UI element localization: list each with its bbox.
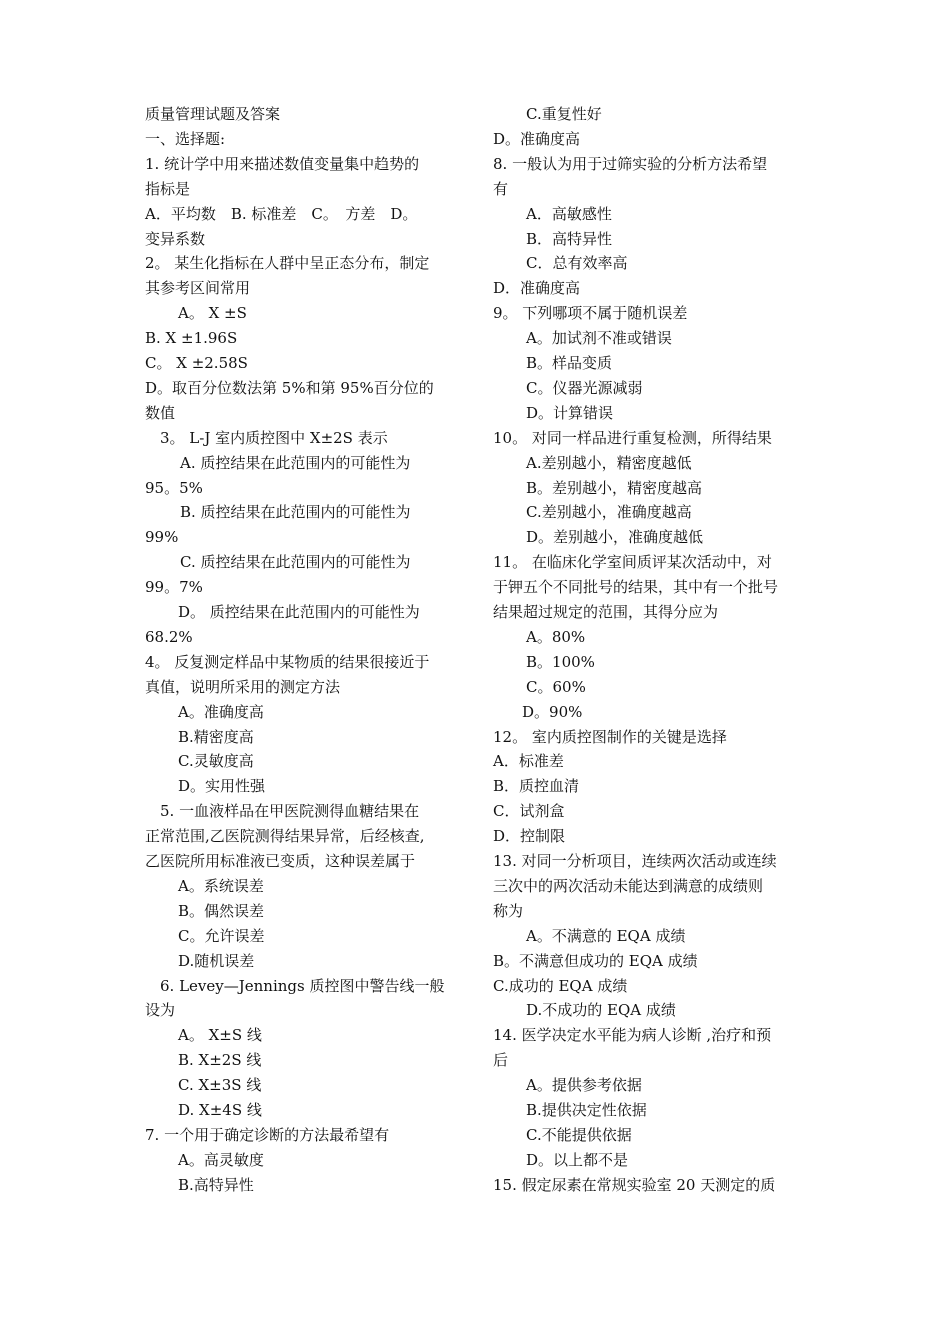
left-column-line: D. X±4S 线 bbox=[178, 1101, 262, 1119]
left-column-line: C。 X ±2.58S bbox=[145, 354, 248, 372]
right-column-line: 13. 对同一分析项目，连续两次活动或连续 bbox=[493, 852, 777, 870]
left-column-line: B.高特异性 bbox=[178, 1175, 254, 1194]
right-column-line: C．试剂盒 bbox=[493, 802, 565, 821]
left-column-line: D.随机误差 bbox=[178, 951, 255, 970]
right-column-line: B．高特异性 bbox=[526, 229, 613, 248]
left-column-line: 4。 反复测定样品中某物质的结果很接近于 bbox=[145, 652, 430, 671]
right-column-line: D．控制限 bbox=[493, 827, 566, 846]
left-column-line: 5. 一血液样品在甲医院测得血糖结果在 bbox=[160, 802, 420, 821]
right-column-line: C。仪器光源减弱 bbox=[526, 378, 643, 397]
right-column-line: B。差别越小，精密度越高 bbox=[526, 478, 703, 497]
left-column-line: B。偶然误差 bbox=[178, 901, 265, 920]
right-column-line: 有 bbox=[493, 179, 509, 198]
right-column-line: A。提供参考依据 bbox=[526, 1076, 642, 1095]
left-column-line: 设为 bbox=[145, 1001, 176, 1020]
left-column-line: 其参考区间常用 bbox=[145, 279, 251, 298]
left-column-line: 1. 统计学中用来描述数值变量集中趋势的 bbox=[145, 154, 420, 173]
right-column-line: D。以上都不是 bbox=[526, 1150, 629, 1169]
left-column-line: 99% bbox=[145, 528, 179, 547]
right-column-line: D。90% bbox=[522, 702, 583, 721]
left-column-line: B. X ±1.96S bbox=[145, 329, 238, 348]
left-column-line: A。 X±S 线 bbox=[178, 1026, 262, 1045]
left-column-line: D。 质控结果在此范围内的可能性为 bbox=[178, 603, 420, 621]
right-column-line: 三次中的两次活动未能达到满意的成绩则 bbox=[493, 876, 764, 895]
left-column-line: 质量管理试题及答案 bbox=[145, 105, 281, 123]
left-column-line: A. 质控结果在此范围内的可能性为 bbox=[180, 453, 411, 472]
left-column-line: 正常范围,乙医院测得结果异常，后经核查, bbox=[145, 827, 425, 846]
left-column-line: A。准确度高 bbox=[178, 702, 264, 721]
left-column-line: 2。 某生化指标在人群中呈正态分布，制定 bbox=[145, 254, 430, 273]
right-column-line: A。不满意的 EQA 成绩 bbox=[526, 926, 686, 945]
left-column-line: C.灵敏度高 bbox=[178, 752, 254, 771]
right-column-line: B。样品变质 bbox=[526, 354, 613, 372]
right-column-line: C。60% bbox=[526, 677, 586, 696]
left-column-line: 变异系数 bbox=[145, 229, 206, 248]
left-column-line: 99。7% bbox=[145, 578, 203, 597]
left-column-line: 95。5% bbox=[145, 478, 203, 497]
right-column-line: C.重复性好 bbox=[526, 105, 602, 123]
right-column-line: 14. 医学决定水平能为病人诊断 ,治疗和预 bbox=[493, 1026, 772, 1045]
left-column-line: B. 质控结果在此范围内的可能性为 bbox=[180, 503, 411, 522]
right-column-line: D.不成功的 EQA 成绩 bbox=[526, 1001, 676, 1020]
right-column-line: D。计算错误 bbox=[526, 403, 614, 422]
left-column-line: 68.2% bbox=[145, 627, 193, 646]
right-column-line: A.差别越小，精密度越低 bbox=[526, 453, 692, 472]
right-column-line: B。不满意但成功的 EQA 成绩 bbox=[493, 951, 698, 970]
right-column-line: 15. 假定尿素在常规实验室 20 天测定的质 bbox=[493, 1175, 776, 1194]
right-column-line: C.成功的 EQA 成绩 bbox=[493, 976, 628, 995]
right-column-line: 结果超过规定的范围，其得分应为 bbox=[493, 603, 719, 621]
left-column-line: 数值 bbox=[145, 403, 176, 422]
right-column-line: 称为 bbox=[493, 901, 524, 920]
right-column-line: A．高敏感性 bbox=[526, 204, 612, 223]
right-column-line: D。准确度高 bbox=[493, 129, 581, 148]
right-column-line: C．总有效率高 bbox=[526, 254, 628, 273]
left-column-line: D。实用性强 bbox=[178, 777, 266, 796]
left-column-line: C。允许误差 bbox=[178, 926, 265, 945]
right-column-line: 12。 室内质控图制作的关键是选择 bbox=[493, 727, 727, 746]
left-column-line: A。 X ±S bbox=[178, 304, 247, 323]
right-column-line: C.差别越小，准确度越高 bbox=[526, 503, 692, 522]
left-column-line: A。系统误差 bbox=[178, 876, 264, 895]
left-column-line: 真值，说明所采用的测定方法 bbox=[145, 677, 341, 696]
left-column-line: 乙医院所用标准液已变质，这种误差属于 bbox=[145, 852, 416, 870]
left-column-line: 指标是 bbox=[145, 179, 191, 198]
left-column-line: B. X±2S 线 bbox=[178, 1051, 262, 1070]
right-column-line: B．质控血清 bbox=[493, 777, 580, 796]
left-column-line: 一、选择题: bbox=[145, 129, 226, 148]
right-column-line: 后 bbox=[493, 1051, 509, 1070]
left-column-line: D。取百分位数法第 5%和第 95%百分位的 bbox=[145, 378, 434, 397]
left-column-line: B.精密度高 bbox=[178, 727, 254, 746]
right-column-line: A．标准差 bbox=[493, 752, 564, 771]
left-column-line: 6. Levey—Jennings 质控图中警告线一般 bbox=[160, 976, 445, 995]
left-column-line: A．平均数 B. 标准差 C。 方差 D。 bbox=[145, 204, 418, 223]
left-column-line: 3。 L-J 室内质控图中 X±2S 表示 bbox=[160, 428, 388, 447]
right-column-line: 10。 对同一样品进行重复检测，所得结果 bbox=[493, 428, 772, 447]
right-column-line: 于钾五个不同批号的结果，其中有一个批号 bbox=[493, 578, 779, 597]
right-column-line: 9。 下列哪项不属于随机误差 bbox=[493, 304, 688, 323]
left-column-line: 7. 一个用于确定诊断的方法最希望有 bbox=[145, 1125, 390, 1144]
right-column-line: 11。 在临床化学室间质评某次活动中，对 bbox=[493, 553, 772, 572]
left-column-line: C. 质控结果在此范围内的可能性为 bbox=[180, 553, 411, 572]
right-column-line: B.提供决定性依据 bbox=[526, 1101, 647, 1119]
right-column-line: D。差别越小，准确度越低 bbox=[526, 528, 704, 547]
right-column-line: A。加试剂不准或错误 bbox=[526, 329, 672, 348]
right-column-line: D．准确度高 bbox=[493, 279, 581, 298]
left-column-line: C. X±3S 线 bbox=[178, 1076, 262, 1095]
right-column-line: C.不能提供依据 bbox=[526, 1125, 632, 1144]
right-column-line: 8. 一般认为用于过筛实验的分析方法希望 bbox=[493, 154, 768, 173]
right-column-line: B。100% bbox=[526, 652, 595, 671]
right-column-line: A。80% bbox=[526, 627, 586, 646]
left-column-line: A。高灵敏度 bbox=[178, 1150, 264, 1169]
